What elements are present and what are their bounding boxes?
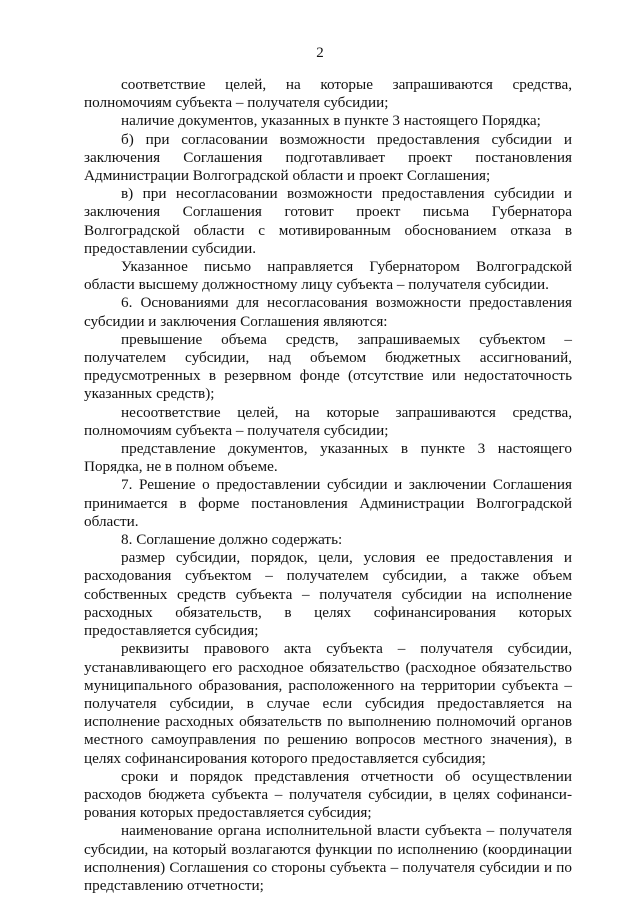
paragraph: представление документов, указанных в пункте 3 настоящего Порядка, не в полном объеме. bbox=[84, 440, 572, 476]
page-number: 2 bbox=[316, 45, 324, 61]
paragraph: 8. Соглашение должно содержать: bbox=[121, 531, 343, 549]
paragraph: в) при несогласовании возможности предоставления субсидии и заключения Соглашения готовит проект письма Губернатора Волгоградской области с мотивированным обоснованием отказа в предоставлении субсидии. bbox=[84, 185, 572, 257]
paragraph: 7. Решение о предоставлении субсидии и заключении Соглашения принимается в форме постановления Администрации Волгоградской области. bbox=[84, 476, 572, 530]
document-body bbox=[84, 76, 572, 895]
paragraph: соответствие целей, на которые запрашиваются средства, полномочиям субъекта – получателя субсидии; bbox=[84, 76, 572, 112]
paragraph: сроки и порядок представления отчетности об осуществлении расходов бюджета субъекта – получателя субсидии, в целях софинансирования которых предоставляется субсидия; bbox=[84, 767, 572, 822]
paragraph: 6. Основаниями для несогласования возможности предоставления субсидии и заключения Соглашения являются: bbox=[84, 294, 572, 330]
paragraph: размер субсидии, порядок, цели, условия ее предоставления и расходования субъектом – получателем субсидии, а также объем собственных средств субъекта – получателя субсидии на исполнение расходных обязательств, в целях софинансирования которых предоставляется субсидия; bbox=[84, 549, 572, 640]
paragraph: наличие документов, указанных в пункте 3 настоящего Порядка; bbox=[121, 112, 541, 130]
paragraph: реквизиты правового акта субъекта – получателя субсидии, устанавливающего его расходное обязательство (расходное обязательство муниципального образования, расположенного на территории субъекта – получателя субсидии, в случае если субсидия предоставляется на исполнение расходных обязательств по выполнению полномочий органов местного самоуправления по решению вопросов местного значения), в целях софинансирования которого предоставляется субсидия; bbox=[84, 640, 572, 767]
paragraph: б) при согласовании возможности предоставления субсидии и заключения Соглашения подготавливает проект постановления Администрации Волгоградской области и проект Соглашения; bbox=[84, 130, 572, 185]
paragraph: несоответствие целей, на которые запрашиваются средства, полномочиям субъекта – получателя субсидии; bbox=[84, 403, 572, 439]
paragraph: наименование органа исполнительной власти субъекта – получателя субсидии, на который возлагаются функции по исполнению (координации исполнения) Соглашения со стороны субъекта – получателя субсидии и по представлению отчетности; bbox=[84, 822, 572, 894]
paragraph: Указанное письмо направляется Губернатором Волгоградской области высшему должностному лицу субъекта – получателя субсидии. bbox=[84, 258, 572, 294]
paragraph: превышение объема средств, запрашиваемых субъектом – получателем субсидии, над объемом бюджетных ассигнований, предусмотренных в резервном фонде (отсутствие или недостаточность указанных средств); bbox=[84, 330, 572, 403]
